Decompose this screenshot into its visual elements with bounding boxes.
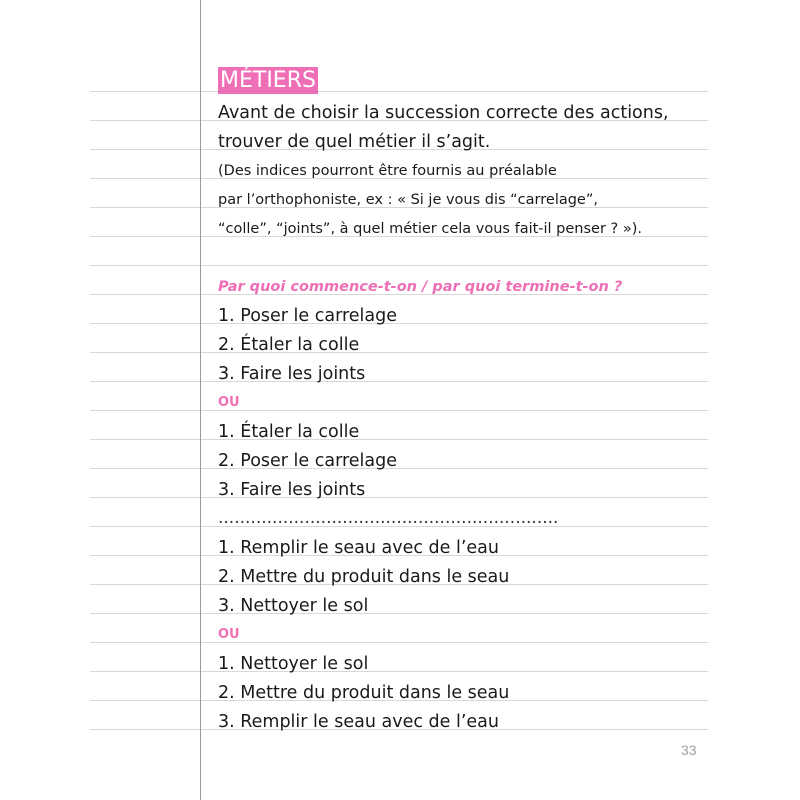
rule-line	[90, 265, 708, 266]
note-line-1: (Des indices pourront être fournis au préalable	[218, 163, 557, 179]
ex1-a-step-2: 2. Étaler la colle	[218, 335, 360, 355]
dotted-fill-line: ...............................................................	[218, 508, 559, 528]
ex1-b-step-1: 1. Étaler la colle	[218, 422, 360, 442]
or-separator: OU	[218, 395, 240, 410]
ex2-b-step-1: 1. Nettoyer le sol	[218, 654, 369, 674]
rule-line	[90, 381, 708, 382]
margin-line	[200, 0, 201, 800]
ex1-a-step-1: 1. Poser le carrelage	[218, 306, 397, 326]
ex1-b-step-2: 2. Poser le carrelage	[218, 451, 397, 471]
rule-line	[90, 352, 708, 353]
rule-line	[90, 439, 708, 440]
rule-line	[90, 642, 708, 643]
ex2-b-step-2: 2. Mettre du produit dans le seau	[218, 683, 510, 703]
rule-line	[90, 671, 708, 672]
page-number: 33	[681, 742, 697, 758]
page-title: MÉTIERS	[220, 68, 316, 93]
rule-line	[90, 323, 708, 324]
intro-line-1: Avant de choisir la succession correcte des actions,	[218, 103, 669, 123]
ex1-b-step-3: 3. Faire les joints	[218, 480, 366, 500]
note-line-3: “colle”, “joints”, à quel métier cela vous fait-il penser ? »).	[218, 221, 642, 237]
rule-line	[90, 497, 708, 498]
intro-line-2: trouver de quel métier il s’agit.	[218, 132, 491, 152]
or-separator: OU	[218, 627, 240, 642]
ex2-b-step-3: 3. Remplir le seau avec de l’eau	[218, 712, 499, 732]
ex2-a-step-2: 2. Mettre du produit dans le seau	[218, 567, 510, 587]
question-heading: Par quoi commence-t-on / par quoi termine-t-on ?	[218, 279, 623, 295]
rule-line	[90, 91, 708, 92]
rule-line	[90, 410, 708, 411]
rule-line	[90, 613, 708, 614]
rule-line	[90, 468, 708, 469]
ex2-a-step-3: 3. Nettoyer le sol	[218, 596, 369, 616]
ex2-a-step-1: 1. Remplir le seau avec de l’eau	[218, 538, 499, 558]
ex1-a-step-3: 3. Faire les joints	[218, 364, 366, 384]
note-line-2: par l’orthophoniste, ex : « Si je vous dis “carrelage”,	[218, 192, 598, 208]
